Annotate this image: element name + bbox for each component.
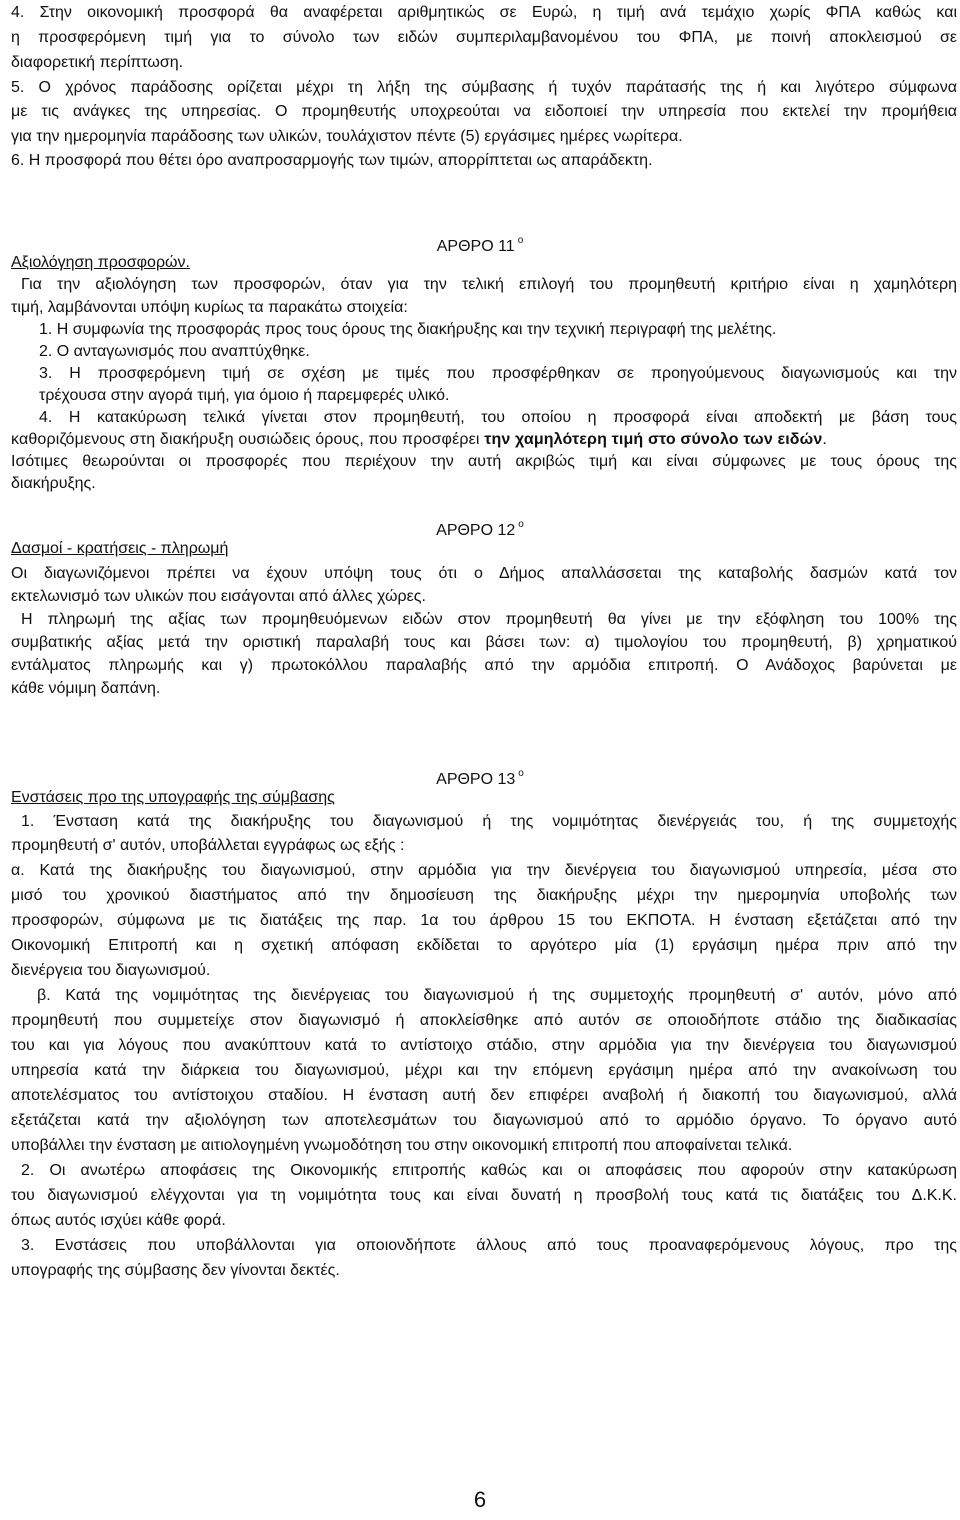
article-13-line-17: όπως αυτός ισχύει κάθε φορά.: [11, 1212, 226, 1229]
article-13-heading-sup: ο: [518, 768, 524, 779]
article-11-item-2: 2. Ο ανταγωνισμός που αναπτύχθηκε.: [39, 343, 310, 360]
article-11-item-3-cont: τρέχουσα στην αγορά τιμή, για όμοιο ή παρεμφερές υλικό.: [39, 387, 450, 404]
article-11-heading-sup: ο: [517, 235, 524, 246]
article-13-line-3: α. Κατά της διακήρυξης του διαγωνισμού, στην αρμόδια για την διενέργεια του διαγωνισμού υπηρεσία, μέσα στο: [11, 862, 957, 879]
article-12-line-1: Οι διαγωνιζόμενοι πρέπει να έχουν υπόψη τους ότι ο Δήμος απαλλάσσεται της καταβολής δασμών κατά τον: [11, 565, 957, 582]
article-11-item-1: 1. Η συμφωνία της προσφοράς προς τους όρους της διακήρυξης και την τεχνική περιγραφή της μελέτης.: [39, 321, 777, 338]
article-13-line-10: του και για λόγους που ανακύπτουν κατά το αντίστοιχο στάδιο, στην αρμόδια για την διενέργεια του διαγωνισμού: [11, 1037, 957, 1054]
article-13-line-18: 3. Ενστάσεις που υποβάλλονται για οποιονδήποτε άλλους από τους προαναφερόμενους λόγους, προ της: [21, 1237, 957, 1254]
article-13-line-15: 2. Οι ανωτέρω αποφάσεις της Οικονομικής επιτροπής καθώς και οι αποφάσεις που αφορούν στην κατακύρωση: [21, 1162, 957, 1179]
article-11-line-equal-cont: διακήρυξης.: [11, 475, 96, 492]
article-11-item-4-cont: [11, 429, 957, 451]
intro-line-2: η προσφερόμενη τιμή για το σύνολο των ειδών συμπεριλαμβανομένου του ΦΠΑ, με ποινή αποκλεισμού σε: [11, 29, 957, 46]
intro-line-4: 5. Ο χρόνος παράδοσης ορίζεται μέχρι τη λήξη της σύμβασης ή τυχόν παράτασής της ή και λιγότερο σύμφωνα: [11, 79, 957, 96]
article-11-heading-text: ΑΡΘΡΟ 11: [436, 238, 515, 255]
article-13-line-9: προμηθευτή που συμμετείχε στον διαγωνισμό ή αποκλείσθηκε από αυτόν σε οποιοδήποτε στάδιο της διαδικασίας: [11, 1012, 957, 1029]
intro-line-3: διαφορετική περίπτωση.: [11, 54, 184, 71]
article-12-line-5: εντάλματος πληρωμής και γ) πρωτοκόλλου παραλαβής από την αρμόδια επιτροπή. Ο Ανάδοχος βαρύνεται με: [11, 657, 957, 674]
intro-line-6: για την ημερομηνία παράδοσης των υλικών, τουλάχιστον πέντε (5) εργάσιμες ημέρες νωρίτερα.: [11, 128, 683, 145]
article-13-line-6: Οικονομική Επιτροπή και η σχετική απόφαση εκδίδεται το αργότερο μία (1) εργάσιμη ημέρα πριν από την: [11, 937, 957, 954]
article-13-line-16: του διαγωνισμού ελέγχονται για τη νομιμότητα τους και είναι δυνατή η προσβολή τους κατά τις διατάξεις του Δ.Κ.Κ.: [11, 1187, 957, 1204]
article-13-line-2: προμηθευτή σ' αυτόν, υποβάλλεται εγγράφως ως εξής :: [11, 837, 405, 854]
article-12-title: Δασμοί - κρατήσεις - πληρωμή: [11, 540, 229, 557]
page-number: 6: [473, 1487, 487, 1512]
article-12-line-2: εκτελωνισμό των υλικών που εισάγονται από άλλες χώρες.: [11, 588, 426, 605]
article-13-line-5: προσφορών, σύμφωνα με τις διατάξεις της παρ. 1α του άρθρου 15 του ΕΚΠΟΤΑ. Η ένσταση εξετάζεται από την: [11, 912, 957, 929]
article-12-heading-text: ΑΡΘΡΟ 12: [436, 522, 516, 539]
article-11-line-equal: Ισότιμες θεωρούνται οι προσφορές που περιέχουν την αυτή ακριβώς τιμή και είναι σύμφωνες με τους όρους της: [11, 453, 957, 470]
intro-line-1: 4. Στην οικονομική προσφορά θα αναφέρεται αριθμητικώς σε Ευρώ, η τιμή ανά τεμάχιο χωρίς ΦΠΑ καθώς και: [11, 4, 957, 21]
article-13-line-1: 1. Ένσταση κατά της διακήρυξης του διαγωνισμού ή της νομιμότητας διενέργειάς του, ή της συμμετοχής: [21, 813, 957, 830]
article-13-heading-text: ΑΡΘΡΟ 13: [436, 771, 516, 788]
article-12-line-4: συμβατικής αξίας μετά την οριστική παραλαβή τους και βάσει των: α) τιμολογίου του προμηθευτή, β) χρηματικού: [11, 634, 957, 651]
article-13-line-13: εξετάζεται κατά την αξιολόγηση των αποτελεσμάτων του διαγωνισμού από το αρμόδιο όργανο. Το όργανο αυτό: [11, 1112, 957, 1129]
article-13-line-19: υπογραφής της σύμβασης δεν γίνονται δεκτές.: [11, 1262, 340, 1279]
article-11-title: Αξιολόγηση προσφορών.: [11, 254, 190, 271]
article-11-item-4-text: καθοριζόμενους στη διακήρυξη ουσιώδεις όρους, που προσφέρει: [11, 431, 485, 448]
article-12-line-6: κάθε νόμιμη δαπάνη.: [11, 680, 161, 697]
intro-line-5: με τις ανάγκες της υπηρεσίας. Ο προμηθευτής υποχρεούται να ειδοποιεί την υπηρεσία που εκτελεί την προμήθεια: [11, 103, 957, 120]
intro-line-7: 6. Η προσφορά που θέτει όρο αναπροσαρμογής των τιμών, απορρίπτεται ως απαράδεκτη.: [11, 152, 653, 169]
article-11-line-2: τιμή, λαμβάνονται υπόψη κυρίως τα παρακάτω στοιχεία:: [11, 299, 408, 316]
article-12-heading-sup: ο: [518, 519, 524, 530]
article-13-line-4: μισό του χρονικού διαστήματος από την δημοσίευση της διακήρυξης μέχρι την ημερομηνία υποβολής των: [11, 887, 957, 904]
article-13-line-11: υπηρεσία κατά την διάρκεια του διαγωνισμού, μέχρι και την επόμενη εργάσιμη ημέρα από την ανακοίνωση του: [11, 1062, 957, 1079]
article-13-line-14: υποβάλλει την ένσταση με αιτιολογημένη γνωμοδότηση του στην οικονομική επιτροπή που αποφαίνεται τελικά.: [11, 1137, 793, 1154]
article-13-line-7: διενέργεια του διαγωνισμού.: [11, 962, 211, 979]
article-11-item-3: 3. Η προσφερόμενη τιμή σε σχέση με τιμές που προσφέρθηκαν σε προηγούμενους διαγωνισμούς και την: [39, 365, 957, 382]
article-11-item-4-bold: την χαμηλότερη τιμή στο σύνολο των ειδών: [484, 431, 823, 448]
article-12-line-3: Η πληρωμή της αξίας των προμηθευόμενων ειδών στον προμηθευτή θα γίνει με την εξόφληση του 100% της: [21, 611, 957, 628]
article-11-item-4-end: .: [822, 431, 827, 448]
article-13-line-12: αποτελέσματος του αντίστοιχου σταδίου. Η ένσταση αυτή δεν επιφέρει αναβολή ή διακοπή του διαγωνισμού, αλλά: [11, 1087, 957, 1104]
article-11-item-4: 4. Η κατακύρωση τελικά γίνεται στον προμηθευτή, του οποίου η προσφορά είναι αποδεκτή με βάση τους: [39, 409, 957, 426]
article-11-line-1: Για την αξιολόγηση των προσφορών, όταν για την τελική επιλογή του προμηθευτή κριτήριο είναι η χαμηλότερη: [21, 276, 957, 293]
article-13-line-8: β. Κατά της νομιμότητας της διενέργειας του διαγωνισμού ή της συμμετοχής προμηθευτή σ' αυτόν, μόνο από: [37, 987, 957, 1004]
article-13-title: Ενστάσεις προ της υπογραφής της σύμβασης: [11, 789, 335, 806]
